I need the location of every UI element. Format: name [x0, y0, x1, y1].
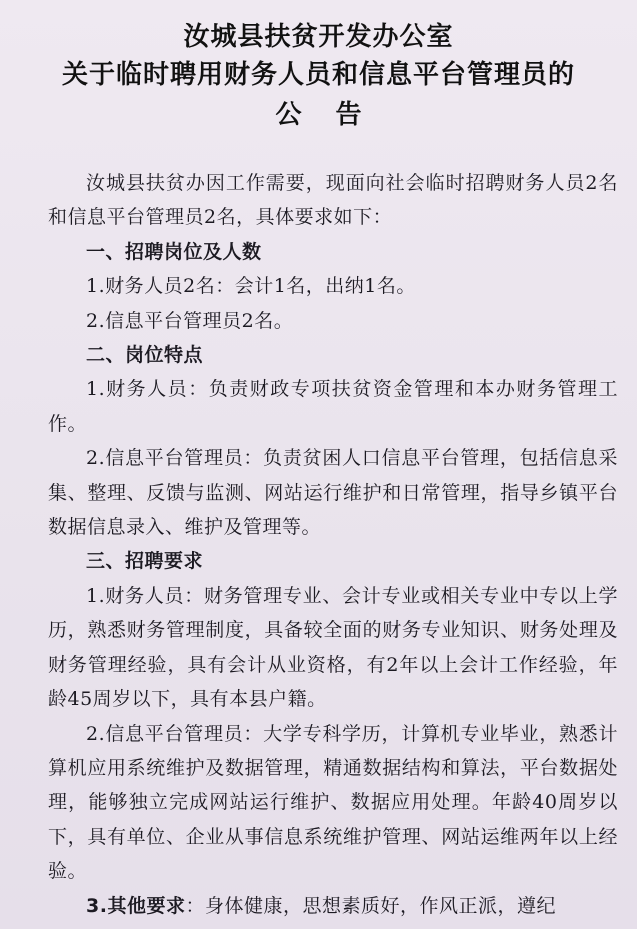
- requirements-item-2: 2.信息平台管理员：大学专科学历，计算机专业毕业，熟悉计算机应用系统维护及数据管理，精通数据结构和算法，平台数据处理，能够独立完成网站运行维护、数据应用处理。年龄40周岁以下，具有单位、企业从事信息系统维护管理、网站运维两年以上经验。: [48, 722, 618, 883]
- intro-paragraph: 汝城县扶贫办因工作需要，现面向社会临时招聘财务人员2名和信息平台管理员2名，具体要求如下：: [48, 172, 618, 229]
- title-office: 汝城县扶贫开发办公室: [183, 22, 454, 52]
- section-heading-requirements: 三、招聘要求: [86, 550, 204, 573]
- requirements-item-1: 1.财务人员：财务管理专业、会计专业或相关专业中专以上学历，熟悉财务管理制度，具备较全面的财务专业知识、财务处理及财务管理经验，具有会计从业资格，有2年以上会计工作经验，年龄45周岁以下，具有本县户籍。: [48, 584, 618, 711]
- requirements-item-3-text: ：身体健康，思想素质好，作风正派，遵纪: [185, 894, 556, 917]
- duties-item-2: 2.信息平台管理员：负责贫困人口信息平台管理，包括信息采集、整理、反馈与监测、网站运行维护和日常管理，指导乡镇平台数据信息录入、维护及管理等。: [48, 447, 618, 539]
- title-announcement: 公告: [275, 100, 396, 130]
- positions-item-1: 1.财务人员2名：会计1名，出纳1名。: [86, 275, 416, 298]
- notice-body: [48, 166, 618, 923]
- positions-item-2: 2.信息平台管理员2名。: [86, 309, 294, 332]
- section-heading-positions: 一、招聘岗位及人数: [86, 240, 262, 263]
- requirements-item-3: [48, 889, 618, 923]
- requirements-item-3-label: 3.其他要求: [86, 894, 186, 917]
- section-heading-duties: 二、岗位特点: [86, 344, 204, 367]
- duties-item-1: 1.财务人员：负责财政专项扶贫资金管理和本办财务管理工作。: [48, 378, 618, 435]
- title-subject: 关于临时聘用财务人员和信息平台管理员的: [61, 60, 575, 90]
